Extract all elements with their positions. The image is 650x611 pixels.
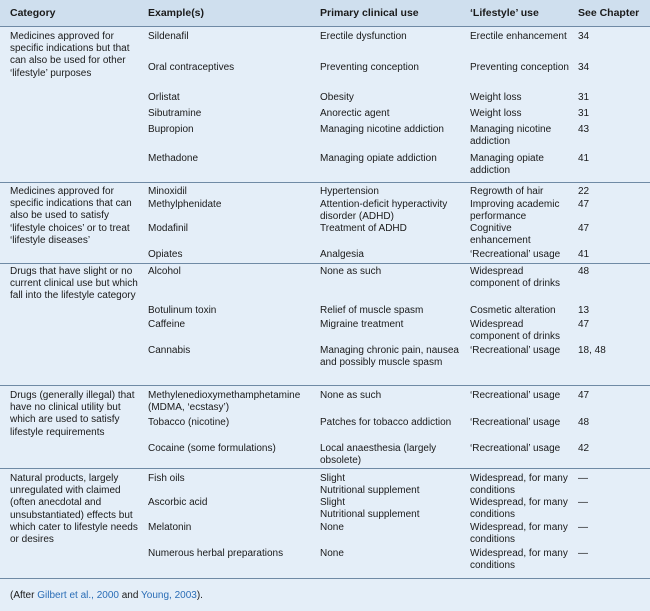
primary-cell: Patches for tobacco addiction [320, 417, 452, 428]
lifestyle-cell: ‘Recreational’ usage [470, 249, 561, 260]
primary-cell: None [320, 522, 344, 533]
footnote-prefix: (After [10, 590, 38, 601]
lifestyle-cell: Widespread, for many conditions [470, 522, 568, 546]
example-cell: Methylenedioxymethamphetamine (MDMA, ‘ecstasy’) [148, 390, 301, 414]
lifestyle-cell: Cognitive enhancement [470, 223, 531, 247]
lifestyle-cell: Improving academic performance [470, 199, 560, 223]
table-bottom-rule [0, 578, 650, 579]
chapter-cell: 31 [578, 92, 590, 103]
lifestyle-cell: Regrowth of hair [470, 186, 544, 197]
header-category: Category [10, 7, 56, 19]
group-divider [0, 263, 650, 264]
primary-cell: Migraine treatment [320, 319, 404, 330]
lifestyle-cell: ‘Recreational’ usage [470, 390, 561, 401]
chapter-cell: 41 [578, 249, 590, 260]
footnote-suffix: ). [196, 590, 203, 601]
chapter-cell: 42 [578, 443, 590, 454]
example-cell: Fish oils [148, 473, 185, 484]
chapter-cell: 47 [578, 199, 590, 210]
header-chapter: See Chapter [578, 7, 640, 19]
primary-cell: Local anaesthesia (largely obsolete) [320, 443, 437, 467]
primary-cell: Managing chronic pain, nausea and possibly muscle spasm [320, 345, 459, 369]
footnote [10, 590, 203, 601]
example-cell: Sildenafil [148, 31, 189, 42]
lifestyle-cell: ‘Recreational’ usage [470, 345, 561, 356]
table-header [0, 0, 650, 27]
primary-cell: Managing opiate addiction [320, 153, 437, 164]
primary-cell: Preventing conception [320, 62, 419, 73]
lifestyle-cell: Erectile enhancement [470, 31, 567, 42]
primary-cell: Hypertension [320, 186, 379, 197]
lifestyle-cell: Widespread, for many conditions [470, 497, 568, 521]
chapter-cell: 13 [578, 305, 590, 316]
primary-cell: Analgesia [320, 249, 364, 260]
example-cell: Alcohol [148, 266, 181, 277]
group-divider [0, 182, 650, 183]
lifestyle-cell: ‘Recreational’ usage [470, 443, 561, 454]
chapter-cell: 18, 48 [578, 345, 606, 356]
group-divider [0, 468, 650, 469]
primary-cell: Treatment of ADHD [320, 223, 407, 234]
primary-cell: None as such [320, 390, 382, 401]
chapter-cell: — [578, 548, 588, 559]
lifestyle-cell: Widespread, for many conditions [470, 473, 568, 497]
example-cell: Numerous herbal preparations [148, 548, 284, 559]
lifestyle-cell: Weight loss [470, 108, 522, 119]
lifestyle-cell: ‘Recreational’ usage [470, 417, 561, 428]
lifestyle-cell: Widespread component of drinks [470, 319, 561, 343]
chapter-cell: 34 [578, 62, 590, 73]
lifestyle-cell: Cosmetic alteration [470, 305, 556, 316]
lifestyle-cell: Weight loss [470, 92, 522, 103]
example-cell: Methadone [148, 153, 199, 164]
chapter-cell: — [578, 497, 588, 508]
example-cell: Cocaine (some formulations) [148, 443, 276, 454]
group-category: Medicines approved for specific indications but that can also be used for other ‘lifestyle’ purposes [10, 31, 130, 79]
header-lifestyle: ‘Lifestyle’ use [470, 7, 539, 19]
example-cell: Cannabis [148, 345, 191, 356]
primary-cell: Attention-deficit hyperactivity disorder (ADHD) [320, 199, 448, 223]
primary-cell: Anorectic agent [320, 108, 390, 119]
chapter-cell: 43 [578, 124, 590, 135]
header-primary: Primary clinical use [320, 7, 419, 19]
primary-cell: Obesity [320, 92, 354, 103]
example-cell: Ascorbic acid [148, 497, 208, 508]
chapter-cell: 31 [578, 108, 590, 119]
primary-cell: Erectile dysfunction [320, 31, 407, 42]
chapter-cell: 48 [578, 266, 590, 277]
chapter-cell: 48 [578, 417, 590, 428]
chapter-cell: 41 [578, 153, 590, 164]
example-cell: Tobacco (nicotine) [148, 417, 230, 428]
chapter-cell: 47 [578, 319, 590, 330]
primary-cell: None as such [320, 266, 382, 277]
example-cell: Opiates [148, 249, 183, 260]
chapter-cell: 22 [578, 186, 590, 197]
citation-link-gilbert[interactable]: Gilbert et al., 2000 [37, 590, 119, 601]
example-cell: Melatonin [148, 522, 192, 533]
chapter-cell: 34 [578, 31, 590, 42]
lifestyle-cell: Preventing conception [470, 62, 569, 73]
example-cell: Botulinum toxin [148, 305, 217, 316]
example-cell: Sibutramine [148, 108, 202, 119]
example-cell: Oral contraceptives [148, 62, 235, 73]
primary-cell: Slight Nutritional supplement [320, 497, 420, 521]
lifestyle-cell: Widespread component of drinks [470, 266, 561, 290]
example-cell: Methylphenidate [148, 199, 222, 210]
lifestyle-cell: Managing opiate addiction [470, 153, 544, 177]
group-category: Drugs (generally illegal) that have no clinical utility but which are used to satisfy lifestyle requirements [10, 390, 135, 438]
example-cell: Orlistat [148, 92, 180, 103]
example-cell: Bupropion [148, 124, 194, 135]
group-category: Natural products, largely unregulated with claimed (often anecdotal and unsubstantiated) effects but which cater to lifestyle needs or desires [10, 473, 138, 546]
lifestyle-cell: Widespread, for many conditions [470, 548, 568, 572]
footnote-middle: and [118, 590, 142, 601]
example-cell: Modafinil [148, 223, 189, 234]
example-cell: Minoxidil [148, 186, 187, 197]
primary-cell: Managing nicotine addiction [320, 124, 444, 135]
group-category: Medicines approved for specific indications that can also be used to satisfy ‘lifestyle choices’ or to treat ‘lifestyle diseases’ [10, 186, 132, 246]
header-examples: Example(s) [148, 7, 205, 19]
primary-cell: Relief of muscle spasm [320, 305, 424, 316]
primary-cell: Slight Nutritional supplement [320, 473, 420, 497]
chapter-cell: — [578, 473, 588, 484]
chapter-cell: 47 [578, 390, 590, 401]
example-cell: Caffeine [148, 319, 186, 330]
citation-link-young[interactable]: Young, 2003 [141, 590, 197, 601]
primary-cell: None [320, 548, 344, 559]
group-divider [0, 385, 650, 386]
group-category: Drugs that have slight or no current clinical use but which fall into the lifestyle category [10, 266, 138, 302]
chapter-cell: 47 [578, 223, 590, 234]
lifestyle-cell: Managing nicotine addiction [470, 124, 552, 148]
chapter-cell: — [578, 522, 588, 533]
